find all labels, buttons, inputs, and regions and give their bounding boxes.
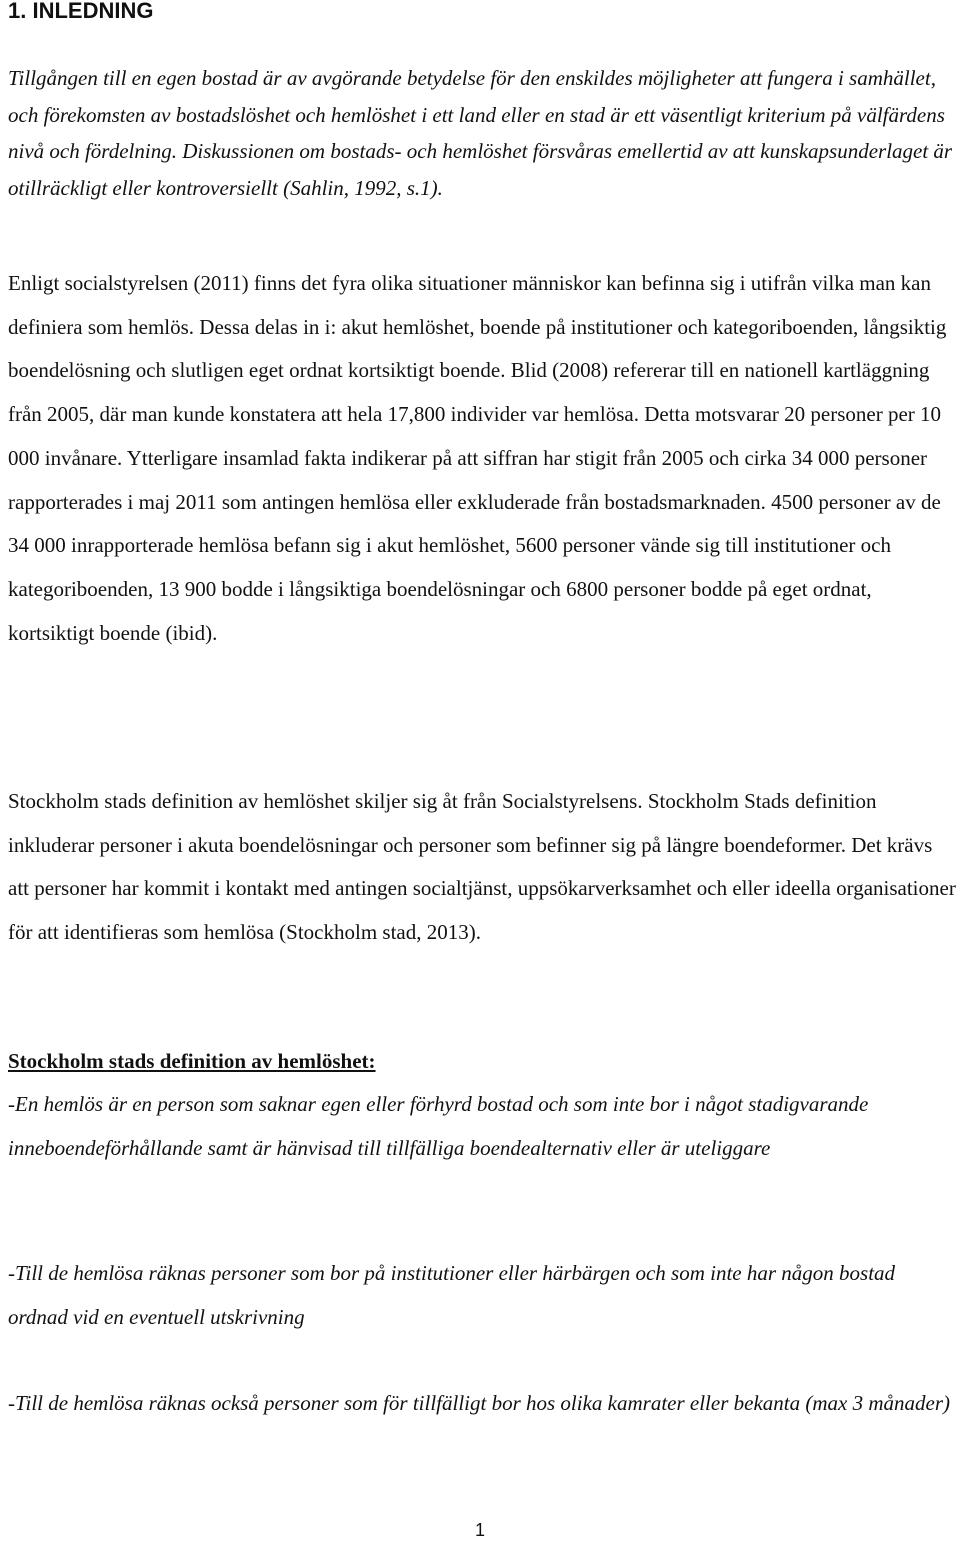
- section-heading: 1. INLEDNING: [8, 0, 154, 23]
- definition-item-1: -En hemlös är en person som saknar egen eller förhyrd bostad och som inte bor i något stadigvarande inneboendeförhållande samt är hänvisad till tillfälliga boendealternativ eller är uteliggare: [8, 1092, 869, 1160]
- body-paragraph-stockholm: Stockholm stads definition av hemlöshet skiljer sig åt från Socialstyrelsens. Stockholm Stads definition inkluderar personer i akuta boendelösningar och personer som befinner sig på längre boendeformer. Det krävs att personer har kommit i kontakt med antingen socialtjänst, uppsökarverksamhet och eller ideella organisationer för att identifieras som hemlösa (Stockholm stad, 2013).: [8, 789, 956, 945]
- definition-item-2: -Till de hemlösa räknas personer som bor på institutioner eller härbärgen och som inte har någon bostad ordnad vid en eventuell utskrivning: [8, 1261, 896, 1329]
- intro-paragraph: Tillgången till en egen bostad är av avgörande betydelse för den enskildes möjligheter att fungera i samhället, och förekomsten av bostadslöshet och hemlöshet i ett land eller en stad är ett väsentligt kriterium på välfärdens nivå och fördelning. Diskussionen om bostads- och hemlöshet försvåras emellertid av att kunskapsunderlaget är otillräckligt eller kontroversiellt (Sahlin, 1992, s.1).: [8, 66, 953, 200]
- definition-item-3: -Till de hemlösa räknas också personer som för tillfälligt bor hos olika kamrater eller bekanta (max 3 månader): [8, 1391, 950, 1415]
- page-number: 1: [474, 1520, 485, 1540]
- definition-title: Stockholm stads definition av hemlöshet:: [8, 1049, 376, 1073]
- body-paragraph-socialstyrelsen: Enligt socialstyrelsen (2011) finns det fyra olika situationer människor kan befinna sig i utifrån vilka man kan definiera som hemlös. Dessa delas in i: akut hemlöshet, boende på institutioner och kategoriboenden, långsiktig boendelösning och slutligen eget ordnat kortsiktigt boende. Blid (2008) refererar till en nationell kartläggning från 2005, där man kunde konstatera att hela 17,800 individer var hemlösa. Detta motsvarar 20 personer per 10 000 invånare. Ytterligare insamlad fakta indikerar på att siffran har stigit från 2005 och cirka 34 000 personer rapporterades i maj 2011 som antingen hemlösa eller exkluderade från bostadsmarknaden. 4500 personer av de 34 000 inrapporterade hemlösa befann sig i akut hemlöshet, 5600 personer vände sig till institutioner och kategoriboenden, 13 900 bodde i långsiktiga boendelösningar och 6800 personer bodde på eget ordnat, kortsiktigt boende (ibid).: [8, 271, 947, 645]
